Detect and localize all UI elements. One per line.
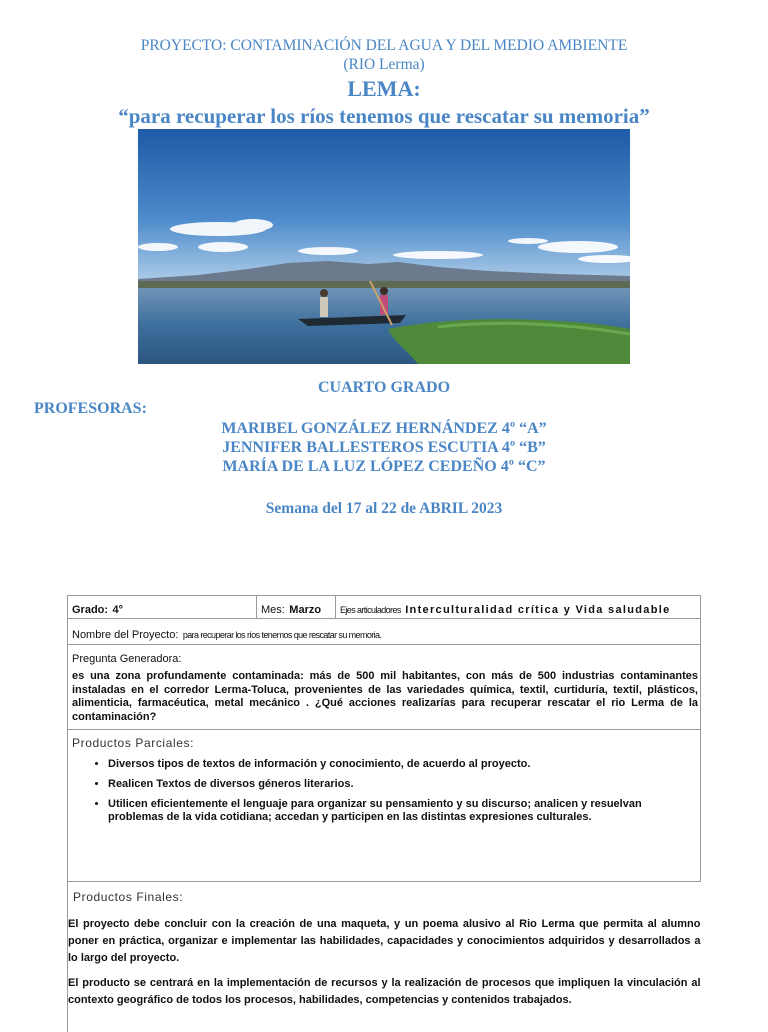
axes-cell: [336, 596, 701, 619]
axes-label: Ejes articuladores: [340, 605, 401, 615]
month-cell: [257, 596, 336, 619]
month-value: Marzo: [289, 604, 322, 616]
teachers-label: PROFESORAS:: [34, 400, 147, 417]
project-plan-table: [67, 595, 701, 1032]
final-paragraph: El proyecto debe concluir con la creación de una maqueta, y un poema alusivo al Rio Lerma que permita al alumno poner en práctica, organizar e implementar las habilidades, capacidades y conocimientos adquiridos y desarrollados a lo largo del proyecto.: [68, 918, 701, 964]
grade-value: 4°: [112, 604, 124, 616]
grade-heading: CUARTO GRADO: [317, 379, 451, 396]
teacher-name: MARIBEL GONZÁLEZ HERNÁNDEZ 4º “A”: [221, 420, 547, 437]
teacher-name: JENNIFER BALLESTEROS ESCUTIA 4º “B”: [222, 439, 546, 456]
grade-label: Grado:: [72, 604, 109, 616]
table-row: [68, 882, 701, 1032]
axes-value: Interculturalidad crítica y Vida saludable: [405, 604, 671, 616]
project-name-cell: [68, 619, 701, 645]
project-name-value: para recuperar los ríos tenemos que rescatar su memoria.: [182, 630, 382, 640]
teacher-name: MARÍA DE LA LUZ LÓPEZ CEDEÑO 4º “C”: [222, 458, 546, 475]
question-cell: [68, 645, 701, 730]
table-row: [68, 619, 701, 645]
partial-products-list: [72, 758, 696, 824]
table-row: [68, 596, 701, 619]
list-item: • Realicen Textos de diversos géneros literarios.: [108, 778, 696, 791]
partial-products-label: Productos Parciales:: [72, 736, 195, 750]
list-item: • Utilicen eficientemente el lenguaje para organizar su pensamiento y su discurso; analicen y resuelvan problemas de la vida cotidiana; accedan y participen en las distintas expresiones culturales.: [108, 798, 696, 824]
project-title: PROYECTO: CONTAMINACIÓN DEL AGUA Y DEL MEDIO AMBIENTE: [140, 37, 628, 54]
grade-cell: [68, 596, 257, 619]
question-label: Pregunta Generadora:: [72, 653, 182, 665]
list-item: • Diversos tipos de textos de información y conocimiento, de acuerdo al proyecto.: [108, 758, 696, 771]
month-label: Mes:: [261, 604, 285, 616]
final-paragraph: El producto se centrará en la implementación de recursos y la realización de procesos que impliquen la vinculación al contexto geográfico de todos los procesos, habilidades, competencias y contenidos trabajados.: [68, 977, 701, 1006]
week-text: Semana del 17 al 22 de ABRIL 2023: [265, 500, 503, 517]
final-products-cell: [68, 882, 701, 1032]
lema-text: “para recuperar los ríos tenemos que rescatar su memoria”: [118, 104, 650, 128]
question-text: es una zona profundamente contaminada: más de 500 mil habitantes, con más de 500 industrias contaminantes instaladas en el corredor Lerma-Toluca, provenientes de las variedades química, textil, curtiduría, textil, plásticos, alimenticia, farmacéutica, metal mecánico . ¿Qué acciones realizarías para recuperar rescatar el rio Lerma de la contaminación?: [72, 670, 698, 723]
table-row: [68, 645, 701, 730]
project-name-label: Nombre del Proyecto:: [72, 629, 179, 641]
river-photo: [138, 129, 630, 364]
table-row: [68, 730, 701, 882]
project-subtitle: (RIO Lerma): [343, 56, 425, 73]
final-products-label: Productos Finales:: [73, 890, 184, 904]
lema-heading: LEMA:: [347, 76, 421, 101]
partial-products-cell: [68, 730, 701, 882]
